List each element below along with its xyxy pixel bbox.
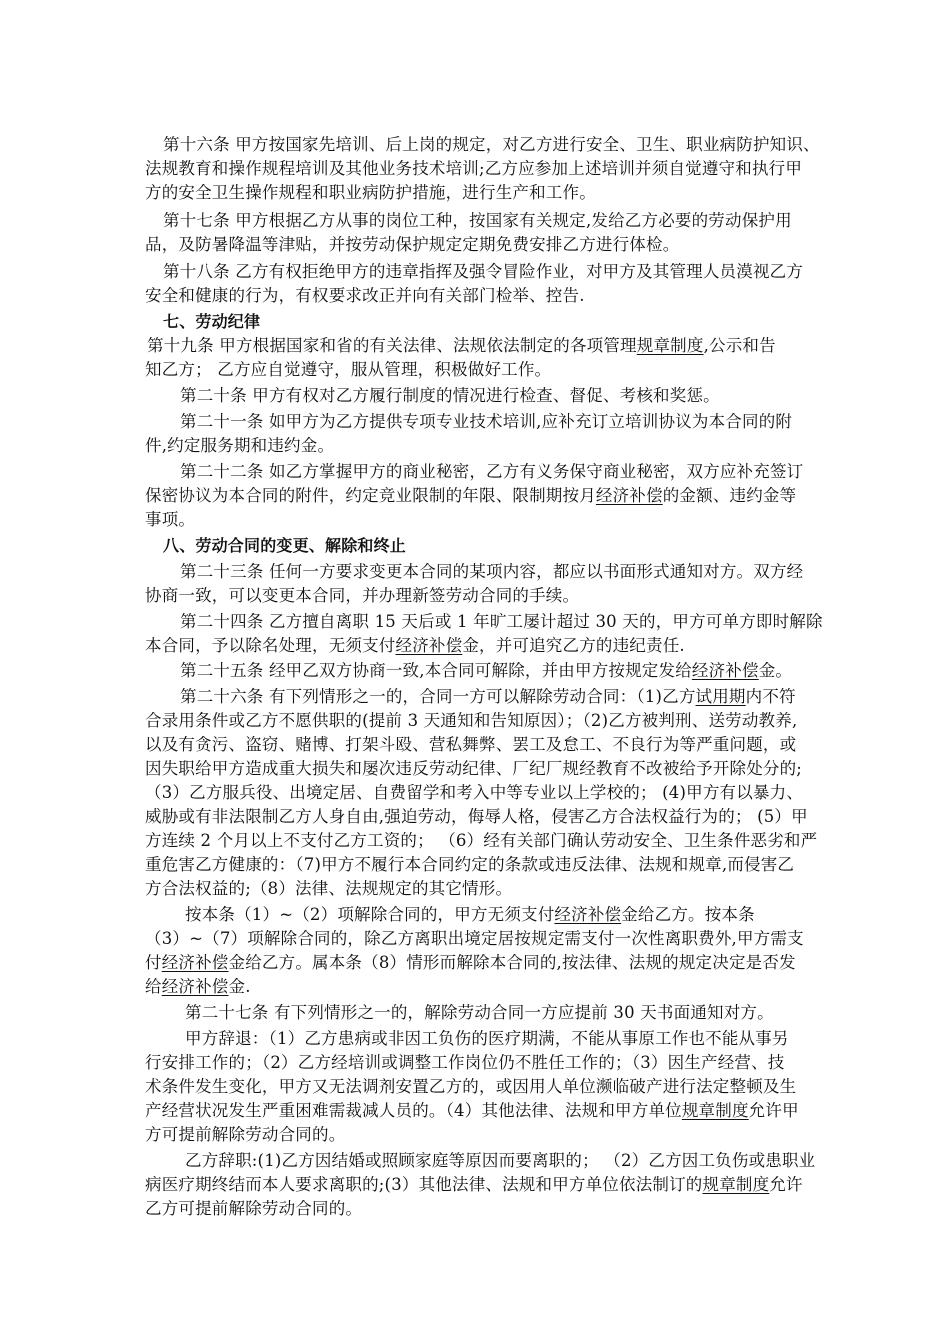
text-segment: 件,约定服务期和违约金。 [145,436,335,455]
underlined-term: 规章制度 [681,1101,749,1120]
text-line [145,952,796,974]
text-segment: 方的安全卫生操作规程和职业病防护措施，进行生产和工作。 [145,183,596,202]
underlined-term: 经济补偿 [554,905,622,924]
text-segment: 方连续 2 个月以上不支付乙方工资的； （6）经有关部门确认劳动安全、卫生条件恶劣和严 [145,831,818,850]
text-line [180,461,803,483]
text-line [145,435,334,457]
text-segment: 品，及防暑降温等津贴，并按劳动保护规定定期免费安排乙方进行体检。 [145,235,680,254]
text-segment: 允许甲 [748,1101,799,1120]
text-segment: 金。 [758,661,793,680]
text-line [145,1100,799,1122]
text-segment: 付 [145,953,162,972]
text-line [145,1174,803,1196]
text-line [145,1124,345,1146]
text-line [145,928,804,950]
text-segment: 金，并可追究乙方的违纪责任. [462,636,685,655]
text-segment: 乙方可提前解除劳动合同的。 [145,1199,363,1218]
text-segment: 方可提前解除劳动合同的。 [145,1125,346,1144]
text-segment: 金. [228,977,251,996]
text-line [145,1052,785,1074]
underlined-term: 经济补偿 [595,486,663,505]
text-segment: 第二十二条 如乙方掌握甲方的商业秘密，乙方有义务保守商业秘密，双方应补充签订 [180,462,804,481]
text-line [145,509,195,531]
text-segment: （3）~（7）项解除合同的，除乙方离职出境定居按规定需支付一次性离职费外,甲方需支 [145,929,804,948]
text-segment: 病医疗期终结而本人要求离职的;(3）其他法律、法规和甲方单位依法制订的 [145,1175,703,1194]
underlined-term: 试用期 [695,687,746,706]
text-line [180,411,792,433]
text-line [163,210,792,232]
text-line [180,686,796,708]
text-line [145,585,579,607]
text-line [180,660,792,682]
text-line [180,611,823,633]
text-segment: 知乙方； 乙方应自觉遵守，服从管理，积极做好工作。 [145,360,552,379]
text-segment: 协商一致，可以变更本合同，并办理新签劳动合同的手续。 [145,586,580,605]
text-line [145,635,685,657]
text-segment: 因失职给甲方造成重大损失和屡次违反劳动纪律、厂纪厂规经教育不改被给予开除处分的; [145,759,803,778]
text-line [145,710,797,732]
text-line [185,904,755,926]
text-segment: 第二十七条 有下列情形之一的，解除劳动合同一方应提前 30 天书面通知对方。 [185,1003,774,1022]
text-line [145,830,817,852]
text-segment: 以及有贪污、盗窃、赌博、打架斗殴、营私舞弊、罢工及怠工、不良行为等严重问题，或 [145,735,797,754]
text-segment: 第二十条 甲方有权对乙方履行制度的情况进行检查、督促、考核和奖惩。 [180,386,720,405]
text-line [145,359,551,381]
text-segment: （3）乙方服兵役、出境定居、自费留学和考入中等专业以上学校的； (4)甲方有以暴力、 [145,783,804,802]
text-segment: 的金额、违约金等 [662,486,797,505]
text-segment: 允许 [769,1175,803,1194]
text-segment: 法规教育和操作规程培训及其他业务技术培训;乙方应参加上述培训并须自觉遵守和执行甲 [145,159,803,178]
text-segment: 行安排工作的；（2）乙方经培训或调整工作岗位仍不胜任工作的；（3）因生产经营、技 [145,1053,785,1072]
text-line [145,782,803,804]
text-segment: 本合同，予以除名处理，无须支付 [145,636,396,655]
text-line [145,976,251,998]
underlined-term: 经济补偿 [395,636,463,655]
text-segment: 内不符 [745,687,796,706]
text-line [145,234,679,256]
text-segment: 第十六条 甲方按国家先培训、后上岗的规定，对乙方进行安全、卫生、职业病防护知识、 [163,135,820,154]
text-line [145,1076,796,1098]
text-segment: 给 [145,977,162,996]
underlined-term: 经济补偿 [691,661,759,680]
text-segment: 金给乙方。按本条 [621,905,755,924]
text-line [180,561,803,583]
underlined-term: 规章制度 [702,1175,770,1194]
text-line [185,1002,774,1024]
text-segment: 第二十四条 乙方擅自离职 15 天后或 1 年旷工屡计超过 30 天的，甲方可单方即时解除 [180,612,823,631]
text-line [145,806,808,828]
text-segment: 第十八条 乙方有权拒绝甲方的违章指挥及强令冒险作业，对甲方及其管理人员漠视乙方 [163,262,804,281]
text-line [145,285,585,307]
text-segment: 七、劳动纪律 [163,312,261,331]
text-segment: 第十九条 甲方根据国家和省的有关法律、法规依法制定的各项管理 [147,336,637,355]
text-line [145,485,796,507]
text-segment: 八、劳动合同的变更、解除和终止 [163,536,407,555]
text-segment: 重危害乙方健康的：（7)甲方不履行本合同约定的条款或违反法律、法规和规章,而侵害乙 [145,855,795,874]
text-segment: 第二十一条 如甲方为乙方提供专项专业技术培训,应补充订立培训协议为本合同的附 [180,412,793,431]
section-heading [163,535,406,557]
text-line [145,182,596,204]
underlined-term: 规章制度 [636,336,704,355]
text-segment: ,公示和告 [703,336,776,355]
text-segment: 威胁或有非法限制乙方人身自由,强迫劳动，侮辱人格，侵害乙方合法权益行为的； (5）甲 [145,807,808,826]
text-segment: 术条件发生变化，甲方又无法调剂安置乙方的，或因用人单位濒临破产进行法定整顿及生 [145,1077,797,1096]
text-segment: 甲方辞退：（1）乙方患病或非因工负伤的医疗期满，不能从事原工作也不能从事另 [185,1029,789,1048]
text-segment: 事项。 [145,510,196,529]
text-line [147,335,776,357]
text-segment: 安全和健康的行为，有权要求改正并向有关部门检举、控告. [145,286,585,305]
text-segment: 合录用条件或乙方不愿供职的(提前 3 天通知和告知原因）；（2)乙方被判刑、送劳动教养, [145,711,798,730]
text-segment: 第十七条 甲方根据乙方从事的岗位工种，按国家有关规定,发给乙方必要的劳动保护用 [163,211,792,230]
text-segment: 第二十六条 有下列情形之一的，合同一方可以解除劳动合同：（1)乙方 [180,687,696,706]
text-segment: 第二十五条 经甲乙双方协商一致,本合同可解除，并由甲方按规定发给 [180,661,692,680]
text-line [145,734,796,756]
section-heading [163,311,260,333]
underlined-term: 经济补偿 [161,953,229,972]
text-line [163,261,803,283]
text-segment: 按本条（1）~（2）项解除合同的，甲方无须支付 [185,905,555,924]
text-segment: 保密协议为本合同的附件，约定竞业限制的年限、限制期按月 [145,486,596,505]
text-segment: 方合法权益的;（8）法律、法规规定的其它情形。 [145,879,513,898]
text-segment: 产经营状况发生严重困难需裁减人员的。（4）其他法律、法规和甲方单位 [145,1101,682,1120]
text-line [180,385,720,407]
text-segment: 金给乙方。属本条（8）情形而解除本合同的,按法律、法规的规定决定是否发 [228,953,796,972]
text-line [145,878,512,900]
text-segment: 第二十三条 任何一方要求变更本合同的某项内容，都应以书面形式通知对方。双方经 [180,562,804,581]
text-line [185,1028,789,1050]
underlined-term: 经济补偿 [161,977,229,996]
text-line [145,758,802,780]
text-segment: 乙方辞职:(1)乙方因结婚或照顾家庭等原因而要离职的； （2）乙方因工负伤或患职业 [185,1151,816,1170]
text-line [145,158,802,180]
text-line [185,1150,815,1172]
text-line [145,1198,362,1220]
text-line [163,134,820,156]
text-line [145,854,794,876]
